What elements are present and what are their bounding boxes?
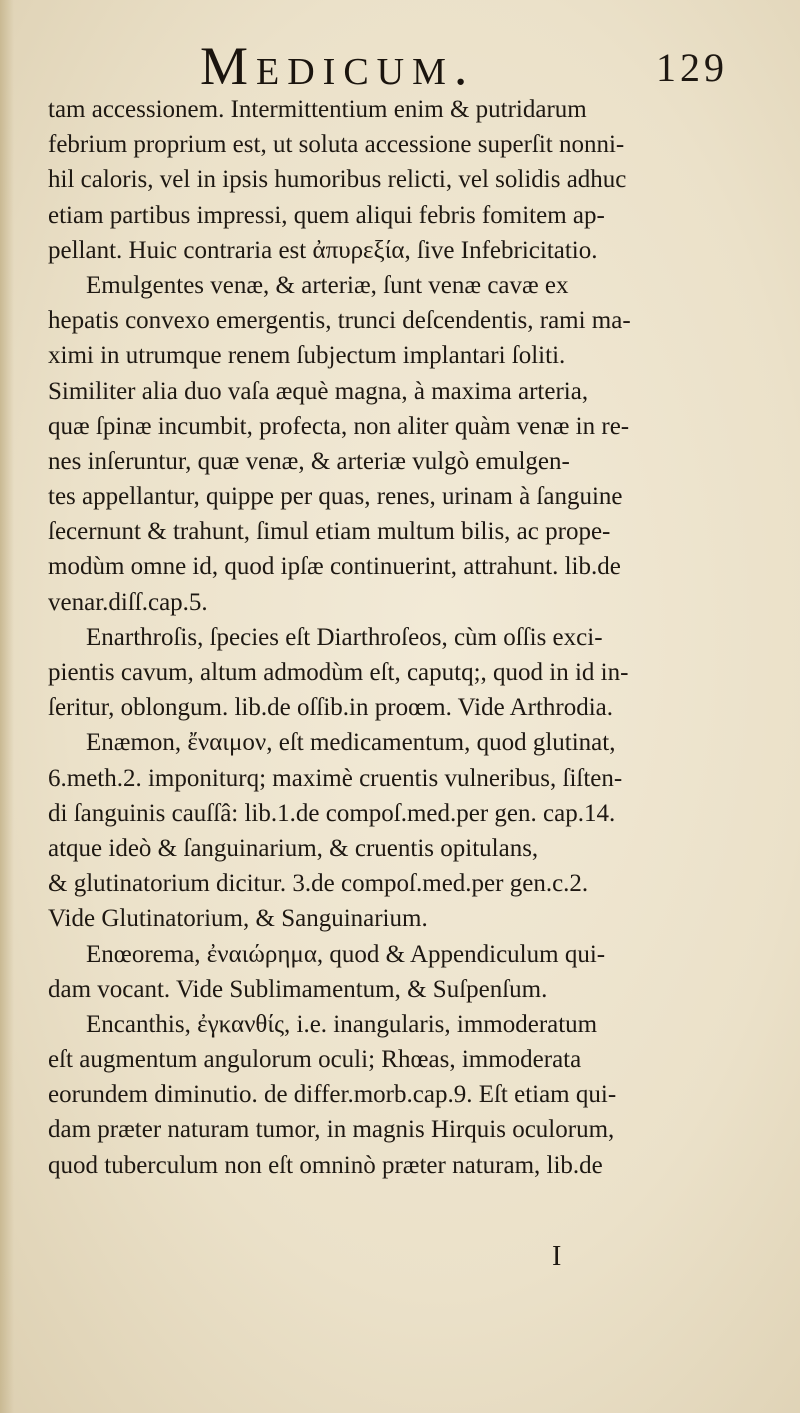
entry-line-enaemon: Enæmon, ἔναιμον, eſt medicamentum, quod glutinat, [86, 729, 616, 757]
text-line: hepatis convexo emergentis, trunci deſcendentis, rami ma- [48, 307, 631, 335]
text-line: & glutinatorium dicitur. 3.de compoſ.med.per gen.c.2. [48, 870, 589, 898]
running-header [0, 36, 800, 96]
text-line: etiam partibus impressi, quem aliqui febris fomitem ap- [48, 201, 605, 229]
text-line: venar.diſſ.cap.5. [48, 588, 208, 616]
text-line: pellant. Huic contraria est ἀπυρεξία, ſive Infebricitatio. [48, 236, 598, 264]
entry-line-enarthrosis: Enarthroſis, ſpecies eſt Diarthroſeos, cùm oſſis exci- [86, 623, 603, 651]
text-line: dam præter naturam tumor, in magnis Hirquis oculorum, [48, 1116, 615, 1144]
text-line: tes appellantur, quippe per quas, renes, urinam à ſanguine [48, 483, 623, 511]
running-title: Medicum. [200, 36, 476, 96]
text-line: dam vocant. Vide Sublimamentum, & Suſpenſum. [48, 975, 548, 1003]
text-line: Vide Glutinatorium, & Sanguinarium. [48, 905, 428, 933]
text-line: quod tuberculum non eſt omninò præter naturam, lib.de [48, 1151, 603, 1179]
text-line: di ſanguinis cauſſâ: lib.1.de compoſ.med.per gen. cap.14. [48, 799, 616, 827]
text-line: febrium proprium est, ut soluta accessione superſit nonni- [48, 131, 625, 159]
entry-line-emulgentes: Emulgentes venæ, & arteriæ, ſunt venæ cavæ ex [86, 271, 569, 299]
text-line: eſt augmentum angulorum oculi; Rhœas, immoderata [48, 1046, 582, 1074]
text-line: ſecernunt & trahunt, ſimul etiam multum bilis, ac prope- [48, 518, 611, 546]
page-gutter-shadow [0, 0, 14, 1413]
page-number: 129 [656, 45, 728, 90]
text-line: pientis cavum, altum admodùm eſt, caputq;, quod in id in- [48, 659, 629, 686]
text-line: 6.meth.2. imponiturq; maximè cruentis vulneribus, ſiſten- [48, 764, 623, 792]
text-line: ximi in utrumque renem ſubjectum implantari ſoliti. [48, 342, 566, 370]
text-line: modùm omne id, quod ipſæ continuerint, attrahunt. lib.de [48, 553, 621, 581]
catchword: I [552, 1241, 562, 1272]
text-line: ſeritur, oblongum. lib.de oſſib.in proœm. Vide Arthrodia. [48, 694, 614, 722]
entry-line-encanthis: Encanthis, ἐγκανθίς, i.e. inangularis, immoderatum [86, 1010, 598, 1038]
text-line: tam accessionem. Intermittentium enim & putridarum [48, 96, 587, 123]
entry-line-enaeorema: Enœorema, ἐναιώρημα, quod & Appendiculum qui- [86, 940, 606, 968]
text-line: hil caloris, vel in ipsis humoribus relicti, vel solidis adhuc [48, 166, 627, 194]
text-line: nes inſeruntur, quæ venæ, & arteriæ vulgò emulgen- [48, 447, 570, 475]
text-body [48, 92, 748, 1183]
text-line: eorundem diminutio. de differ.morb.cap.9. Eſt etiam qui- [48, 1081, 617, 1109]
text-line: quæ ſpinæ incumbit, profecta, non aliter quàm venæ in re- [48, 412, 630, 440]
text-line: atque ideò & ſanguinarium, & cruentis opitulans, [48, 834, 539, 862]
text-line: Similiter alia duo vaſa æquè magna, à maxima arteria, [48, 377, 589, 405]
